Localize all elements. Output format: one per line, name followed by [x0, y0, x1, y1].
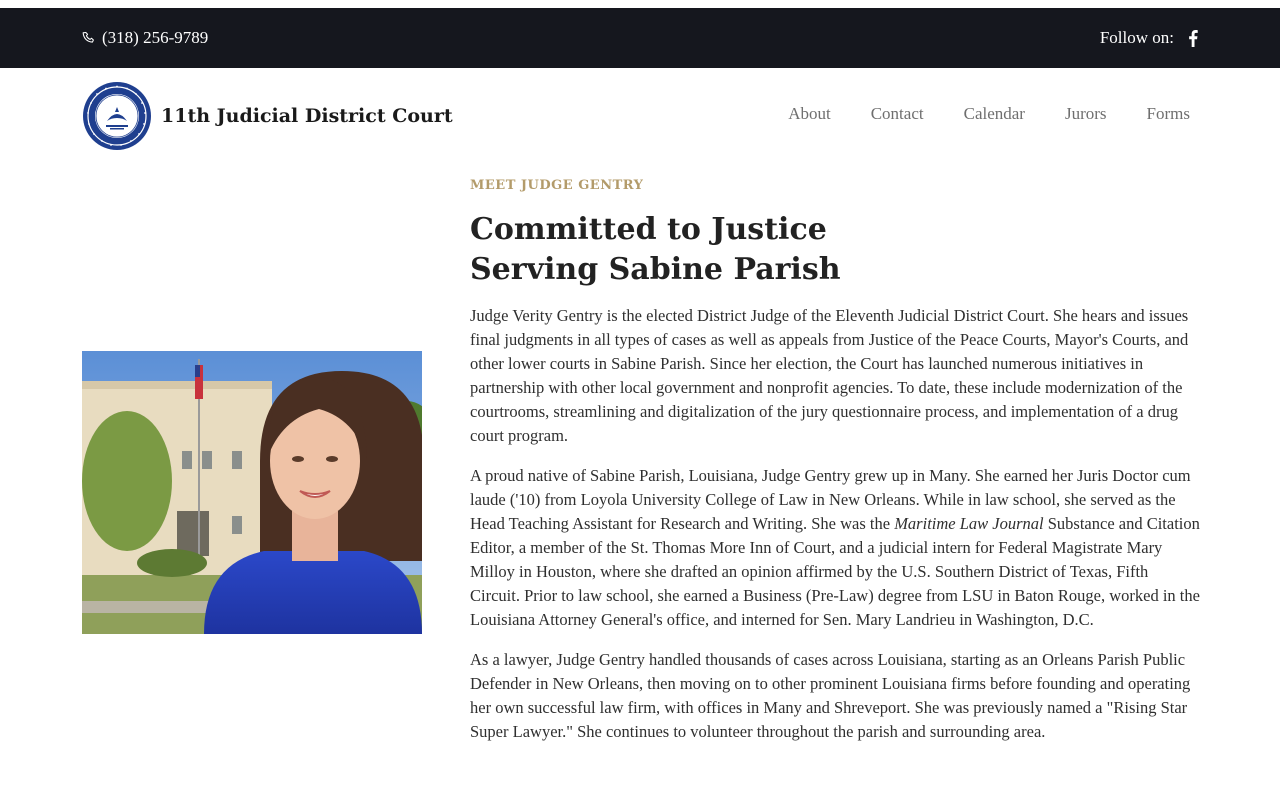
bio-paragraph-1: Judge Verity Gentry is the elected District Judge of the Eleventh Judicial District Court. She hears and issues final judgments in all types of cases as well as appeals from Justice of the Peace Courts, Mayor's Courts, and other lower courts in Sabine Parish. Since her election, the Court has launched numerous initiatives in partnership with other local government and nonprofit agencies. To date, these include modernization of the courtrooms, streamlining and digitalization of the jury questionnaire process, and implementation of a drug court program. [470, 306, 1189, 445]
bio-paragraph-3: As a lawyer, Judge Gentry handled thousands of cases across Louisiana, starting as an Orleans Parish Public Defender in New Orleans, then moving on to other prominent Louisiana firms before founding and operating her own successful law firm, with offices in Many and Shreveport. She was previously named a "Rising Star Super Lawyer." She continues to volunteer throughout the parish and surrounding area. [470, 650, 1191, 741]
heading-line-1: Committed to Justice [470, 212, 827, 247]
court-seal-logo [82, 81, 152, 151]
phone-icon [82, 31, 96, 45]
judge-portrait-photo [82, 351, 422, 634]
site-title: 11th Judicial District Court [161, 105, 453, 127]
phone-number: (318) 256-9789 [102, 28, 209, 47]
main-content [470, 178, 1200, 744]
nav-about[interactable]: About [788, 104, 831, 123]
site-header [0, 68, 1280, 168]
heading-line-2: Serving Sabine Parish [470, 252, 841, 287]
top-bar [0, 8, 1280, 68]
social-follow [1100, 8, 1198, 68]
follow-label: Follow on: [1099, 28, 1174, 47]
section-eyebrow: MEET JUDGE GENTRY [470, 178, 644, 193]
phone-link[interactable] [82, 8, 208, 68]
main-nav [788, 104, 1190, 124]
bio-paragraph-2-start: A proud native of Sabine Parish, Louisiana, Judge Gentry grew up in Many. She earned her Juris Doctor cum laude ('10) from Loyola University College of Law in New Orleans. While in law school, she served as the Head Teaching Assistant for Research and Writing. She was the [470, 466, 1191, 533]
bio-paragraph-2-end: Substance and Citation Editor, a member of the St. Thomas More Inn of Court, and a judicial intern for Federal Magistrate Mary Milloy in Houston, where she drafted an opinion affirmed by the U.S. Southern District of Texas, Fifth Circuit. Prior to law school, she earned a Business (Pre-Law) degree from LSU in Baton Rouge, worked in the Louisiana Attorney General's office, and interned for Sen. Mary Landrieu in Washington, D.C. [470, 514, 1200, 629]
page-heading [470, 210, 1200, 290]
facebook-link[interactable] [1188, 30, 1198, 47]
brand-home-link[interactable] [82, 81, 453, 151]
facebook-icon [1188, 30, 1198, 47]
bio-paragraph-2 [470, 464, 1200, 632]
nav-contact[interactable]: Contact [870, 104, 924, 123]
nav-calendar[interactable]: Calendar [963, 104, 1025, 123]
nav-forms[interactable]: Forms [1146, 104, 1190, 123]
journal-title: Maritime Law Journal [894, 514, 1044, 533]
nav-jurors[interactable]: Jurors [1064, 104, 1107, 123]
